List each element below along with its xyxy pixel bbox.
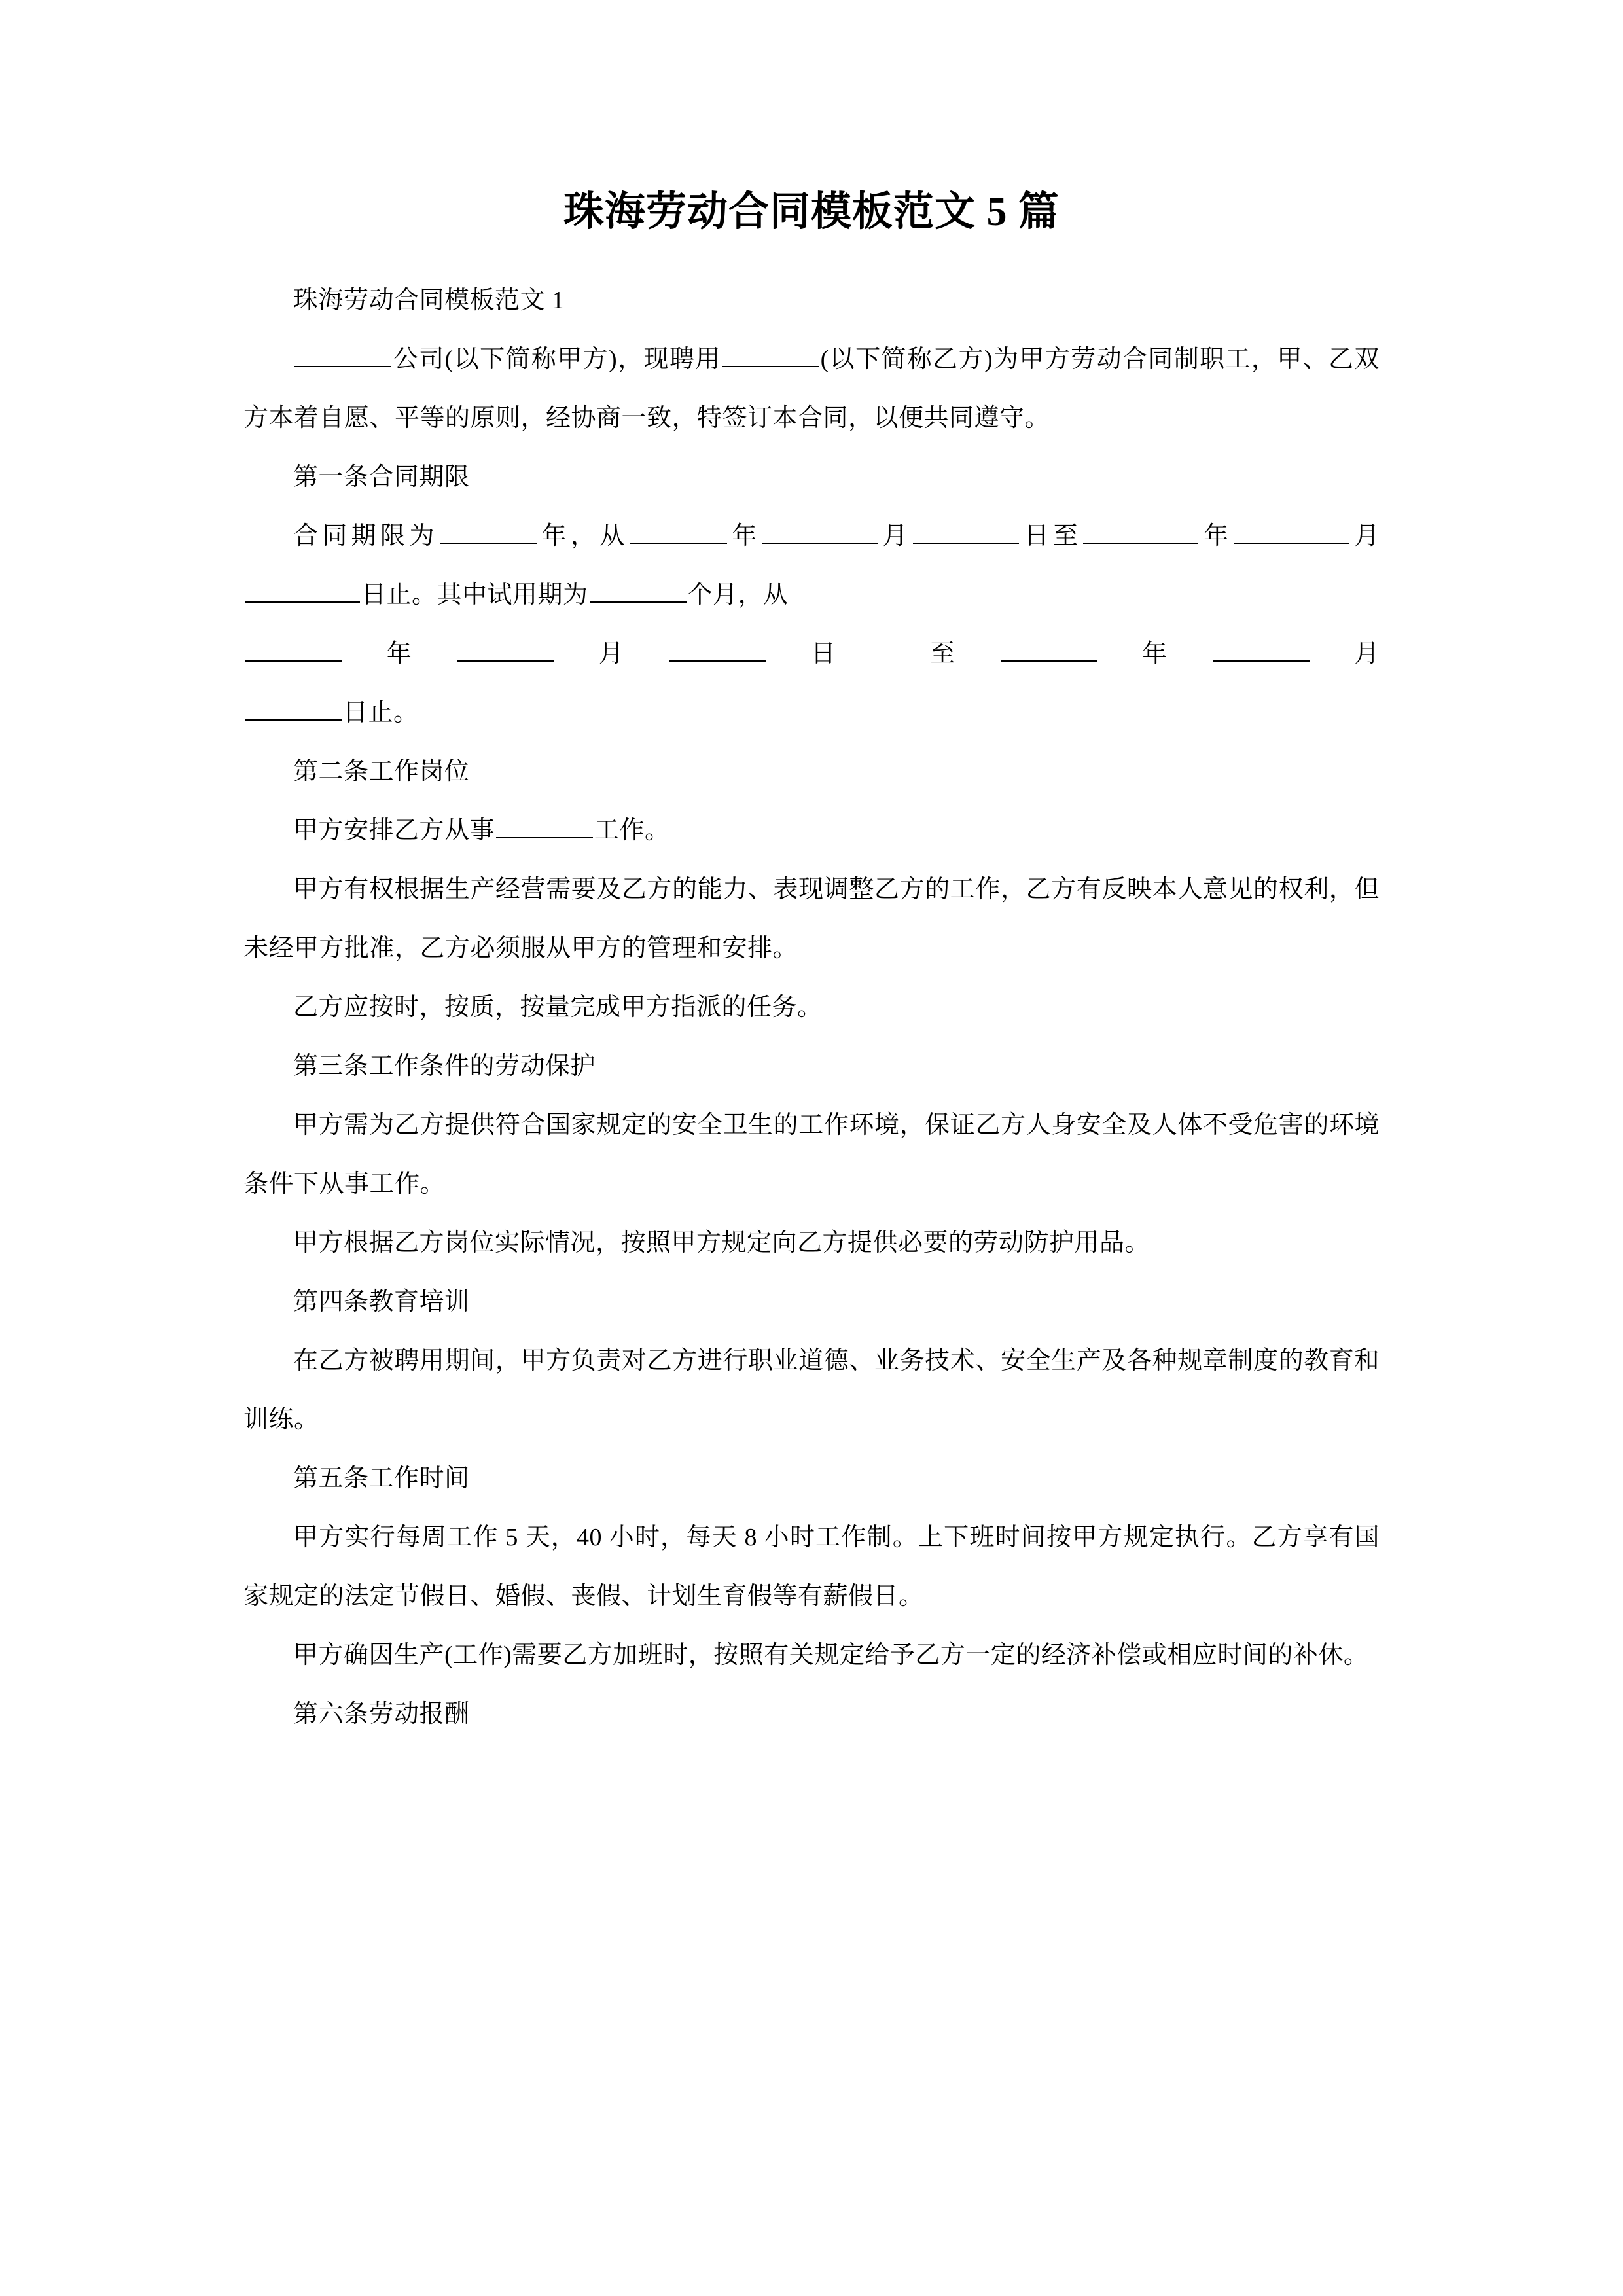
paragraph-protective-equipment: 甲方根据乙方岗位实际情况，按照甲方规定向乙方提供必要的劳动防护用品。	[293, 1229, 1150, 1257]
heading-article-2: 第二条工作岗位	[293, 758, 470, 786]
period-label-from: 年，从	[537, 522, 629, 550]
paragraph-overtime: 甲方确因生产(工作)需要乙方加班时，按照有关规定给予乙方一定的经济补偿或相应时间的补休。	[293, 1641, 1369, 1670]
blank-probation-start-year[interactable]	[245, 637, 342, 662]
heading-article-4: 第四条教育培训	[293, 1288, 470, 1316]
blank-job-position[interactable]	[496, 814, 593, 838]
heading-article-3: 第三条工作条件的劳动保护	[293, 1052, 596, 1081]
paragraph-job-adjustment: 甲方有权根据生产经营需要及乙方的能力、表现调整乙方的工作，乙方有反映本人意见的权利，但未经甲方批准，乙方必须服从甲方的管理和安排。	[243, 876, 1380, 963]
heading-article-6: 第六条劳动报酬	[293, 1700, 470, 1729]
intro-text-a: 公司(以下简称甲方)，现聘用	[393, 346, 721, 374]
probation-label-year-2: 年	[1098, 640, 1211, 668]
blank-probation-end-day[interactable]	[245, 696, 342, 721]
paragraph-job-tasks: 乙方应按时，按质，按量完成甲方指派的任务。	[293, 994, 823, 1022]
paragraph-contract-period	[243, 507, 1380, 742]
blank-end-year[interactable]	[1083, 519, 1198, 544]
probation-label-dayto: 日 至	[767, 640, 999, 668]
period-label-dayto: 日至	[1020, 522, 1082, 550]
probation-label-endstop: 日止。	[343, 699, 419, 727]
paragraph-probation-period-line	[243, 624, 1380, 683]
period-label-year-2: 年	[1200, 522, 1233, 550]
blank-start-year[interactable]	[630, 519, 727, 544]
blank-term-years[interactable]	[440, 519, 537, 544]
period-label-month-2: 月	[1350, 522, 1380, 550]
period-label-duration: 合同期限为	[293, 522, 438, 550]
blank-probation-months[interactable]	[590, 578, 687, 603]
period-label-endstop: 日止。其中试用期为	[361, 581, 588, 609]
paragraph-intro	[243, 330, 1380, 448]
blank-probation-start-day[interactable]	[669, 637, 766, 662]
page-title: 珠海劳动合同模板范文 5 篇	[563, 190, 1060, 234]
paragraph-training: 在乙方被聘用期间，甲方负责对乙方进行职业道德、业务技术、安全生产及各种规章制度的教育和训练。	[243, 1347, 1380, 1434]
paragraph-work-environment: 甲方需为乙方提供符合国家规定的安全卫生的工作环境，保证乙方人身安全及人体不受危害的环境条件下从事工作。	[243, 1111, 1380, 1198]
intro-text-b: (以下简称乙方)为甲方劳动合同制职工，甲、乙双方本着自愿、平等的原则，经协商一致，特签订本合同，以便共同遵守。	[243, 346, 1380, 433]
probation-label-month-2: 月	[1310, 640, 1380, 668]
period-label-months-from: 个月，从	[687, 581, 789, 609]
probation-label-year-1: 年	[343, 640, 456, 668]
probation-label-month-1: 月	[555, 640, 668, 668]
period-label-year-1: 年	[728, 522, 761, 550]
blank-company-name[interactable]	[294, 342, 391, 367]
heading-article-1: 第一条合同期限	[293, 463, 470, 492]
blank-end-day[interactable]	[245, 578, 360, 603]
period-label-month-1: 月	[878, 522, 912, 550]
blank-start-month[interactable]	[762, 519, 878, 544]
blank-probation-end-month[interactable]	[1213, 637, 1310, 662]
blank-probation-start-month[interactable]	[457, 637, 554, 662]
document-subtitle: 珠海劳动合同模板范文 1	[293, 287, 565, 315]
post-label-a: 甲方安排乙方从事	[293, 817, 495, 845]
document-content	[243, 0, 1380, 1744]
blank-employee-name[interactable]	[722, 342, 819, 367]
blank-end-month[interactable]	[1234, 519, 1349, 544]
paragraph-job-post	[243, 801, 1380, 860]
heading-article-5: 第五条工作时间	[293, 1465, 470, 1493]
paragraph-working-hours: 甲方实行每周工作 5 天，40 小时，每天 8 小时工作制。上下班时间按甲方规定执行。乙方享有国家规定的法定节假日、婚假、丧假、计划生育假等有薪假日。	[243, 1524, 1380, 1611]
blank-probation-end-year[interactable]	[1001, 637, 1097, 662]
post-label-b: 工作。	[594, 817, 670, 845]
blank-start-day[interactable]	[913, 519, 1019, 544]
